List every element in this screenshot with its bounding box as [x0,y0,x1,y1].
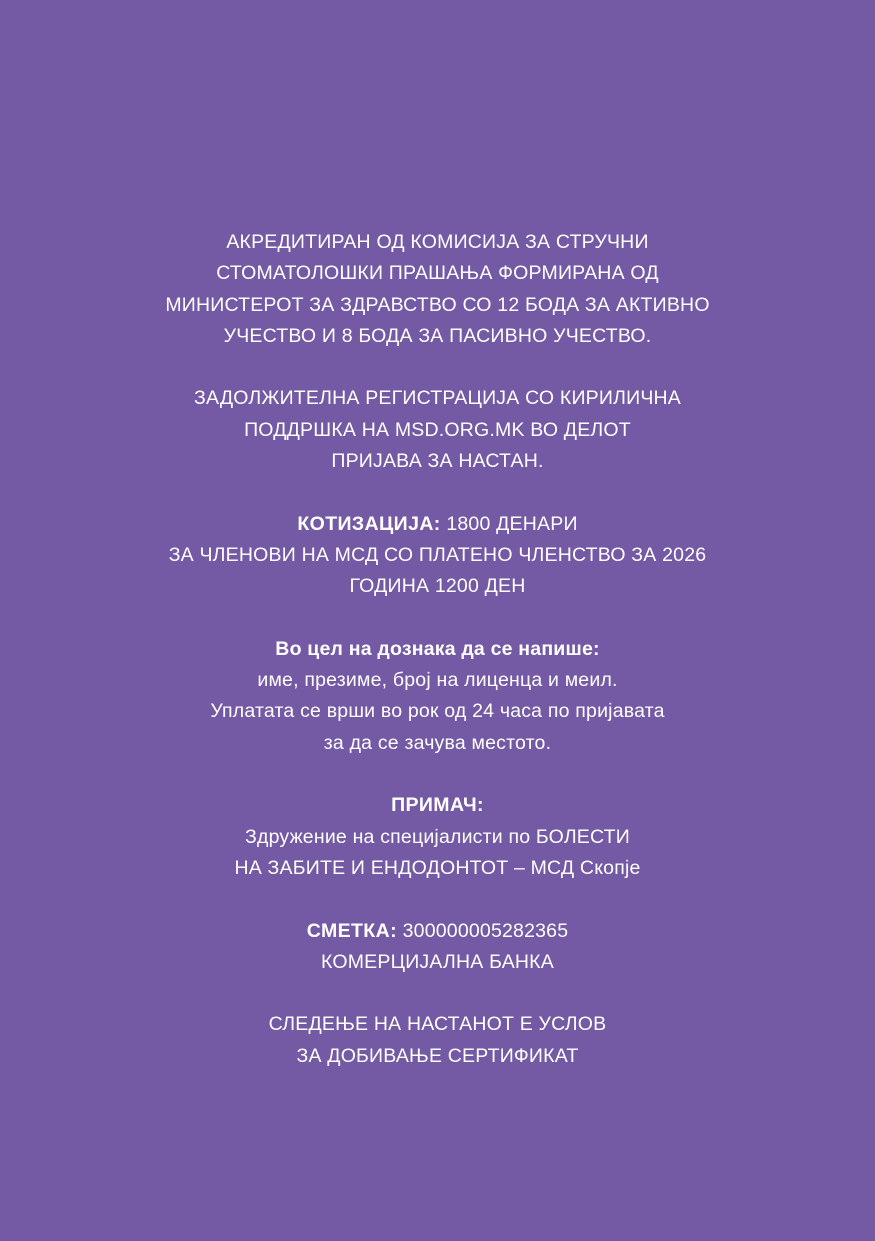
fee-label: КОТИЗАЦИЈА: [297,512,441,535]
accreditation-line: МИНИСТЕРОТ ЗА ЗДРАВСТВО СО 12 БОДА ЗА АКТИВНО [165,293,710,316]
account-block [0,916,875,979]
recipient-label: ПРИМАЧ: [391,794,484,817]
certificate-line: СЛЕДЕЊЕ НА НАСТАНОТ Е УСЛОВ [268,1013,607,1036]
account-line [0,916,875,947]
payment-note-block [0,634,875,759]
payment-note-heading: Во цел на дознака да се напише: [275,637,600,660]
payment-note-line: име, презиме, број на лиценца и меил. [257,669,618,692]
accreditation-line: УЧЕСТВО И 8 БОДА ЗА ПАСИВНО УЧЕСТВО. [223,324,652,347]
registration-line: ЗАДОЛЖИТЕЛНА РЕГИСТРАЦИЈА СО КИРИЛИЧНА [193,387,682,410]
payment-note-line: Уплатата се врши во рок од 24 часа по пријавата [210,700,665,723]
certificate-block [0,1009,875,1072]
recipient-block [0,790,875,884]
accreditation-line: АКРЕДИТИРАН ОД КОМИСИЈА ЗА СТРУЧНИ [226,231,649,253]
bank-name: КОМЕРЦИЈАЛНА БАНКА [321,950,554,973]
registration-line: ПРИЈАВА ЗА НАСТАН. [331,450,544,473]
registration-block [0,383,875,477]
accreditation-block [0,227,875,352]
certificate-line: ЗА ДОБИВАЊЕ СЕРТИФИКАТ [296,1044,579,1067]
payment-note-line: за да се зачува местото. [323,731,552,754]
info-content [0,227,875,1103]
registration-line: ПОДДРШКА НА MSD.ORG.MK ВО ДЕЛОТ [244,418,631,441]
account-label: СМЕТКА: [306,919,397,942]
fee-amount: 1800 ДЕНАРИ [440,512,578,535]
recipient-line: Здружение на специјалисти по БОЛЕСТИ [245,825,630,848]
fee-member-line: ГОДИНА 1200 ДЕН [349,575,526,598]
recipient-line: НА ЗАБИТЕ И ЕНДОДОНТОТ – МСД Скопје [234,856,641,879]
fee-member-line: ЗА ЧЛЕНОВИ НА МСД СО ПЛАТЕНО ЧЛЕНСТВО ЗА 2026 [168,543,707,566]
fee-block [0,509,875,603]
fee-line [0,509,875,540]
accreditation-line: СТОМАТОЛОШКИ ПРАШАЊА ФОРМИРАНА ОД [216,262,659,285]
account-number: 300000005282365 [396,919,569,942]
